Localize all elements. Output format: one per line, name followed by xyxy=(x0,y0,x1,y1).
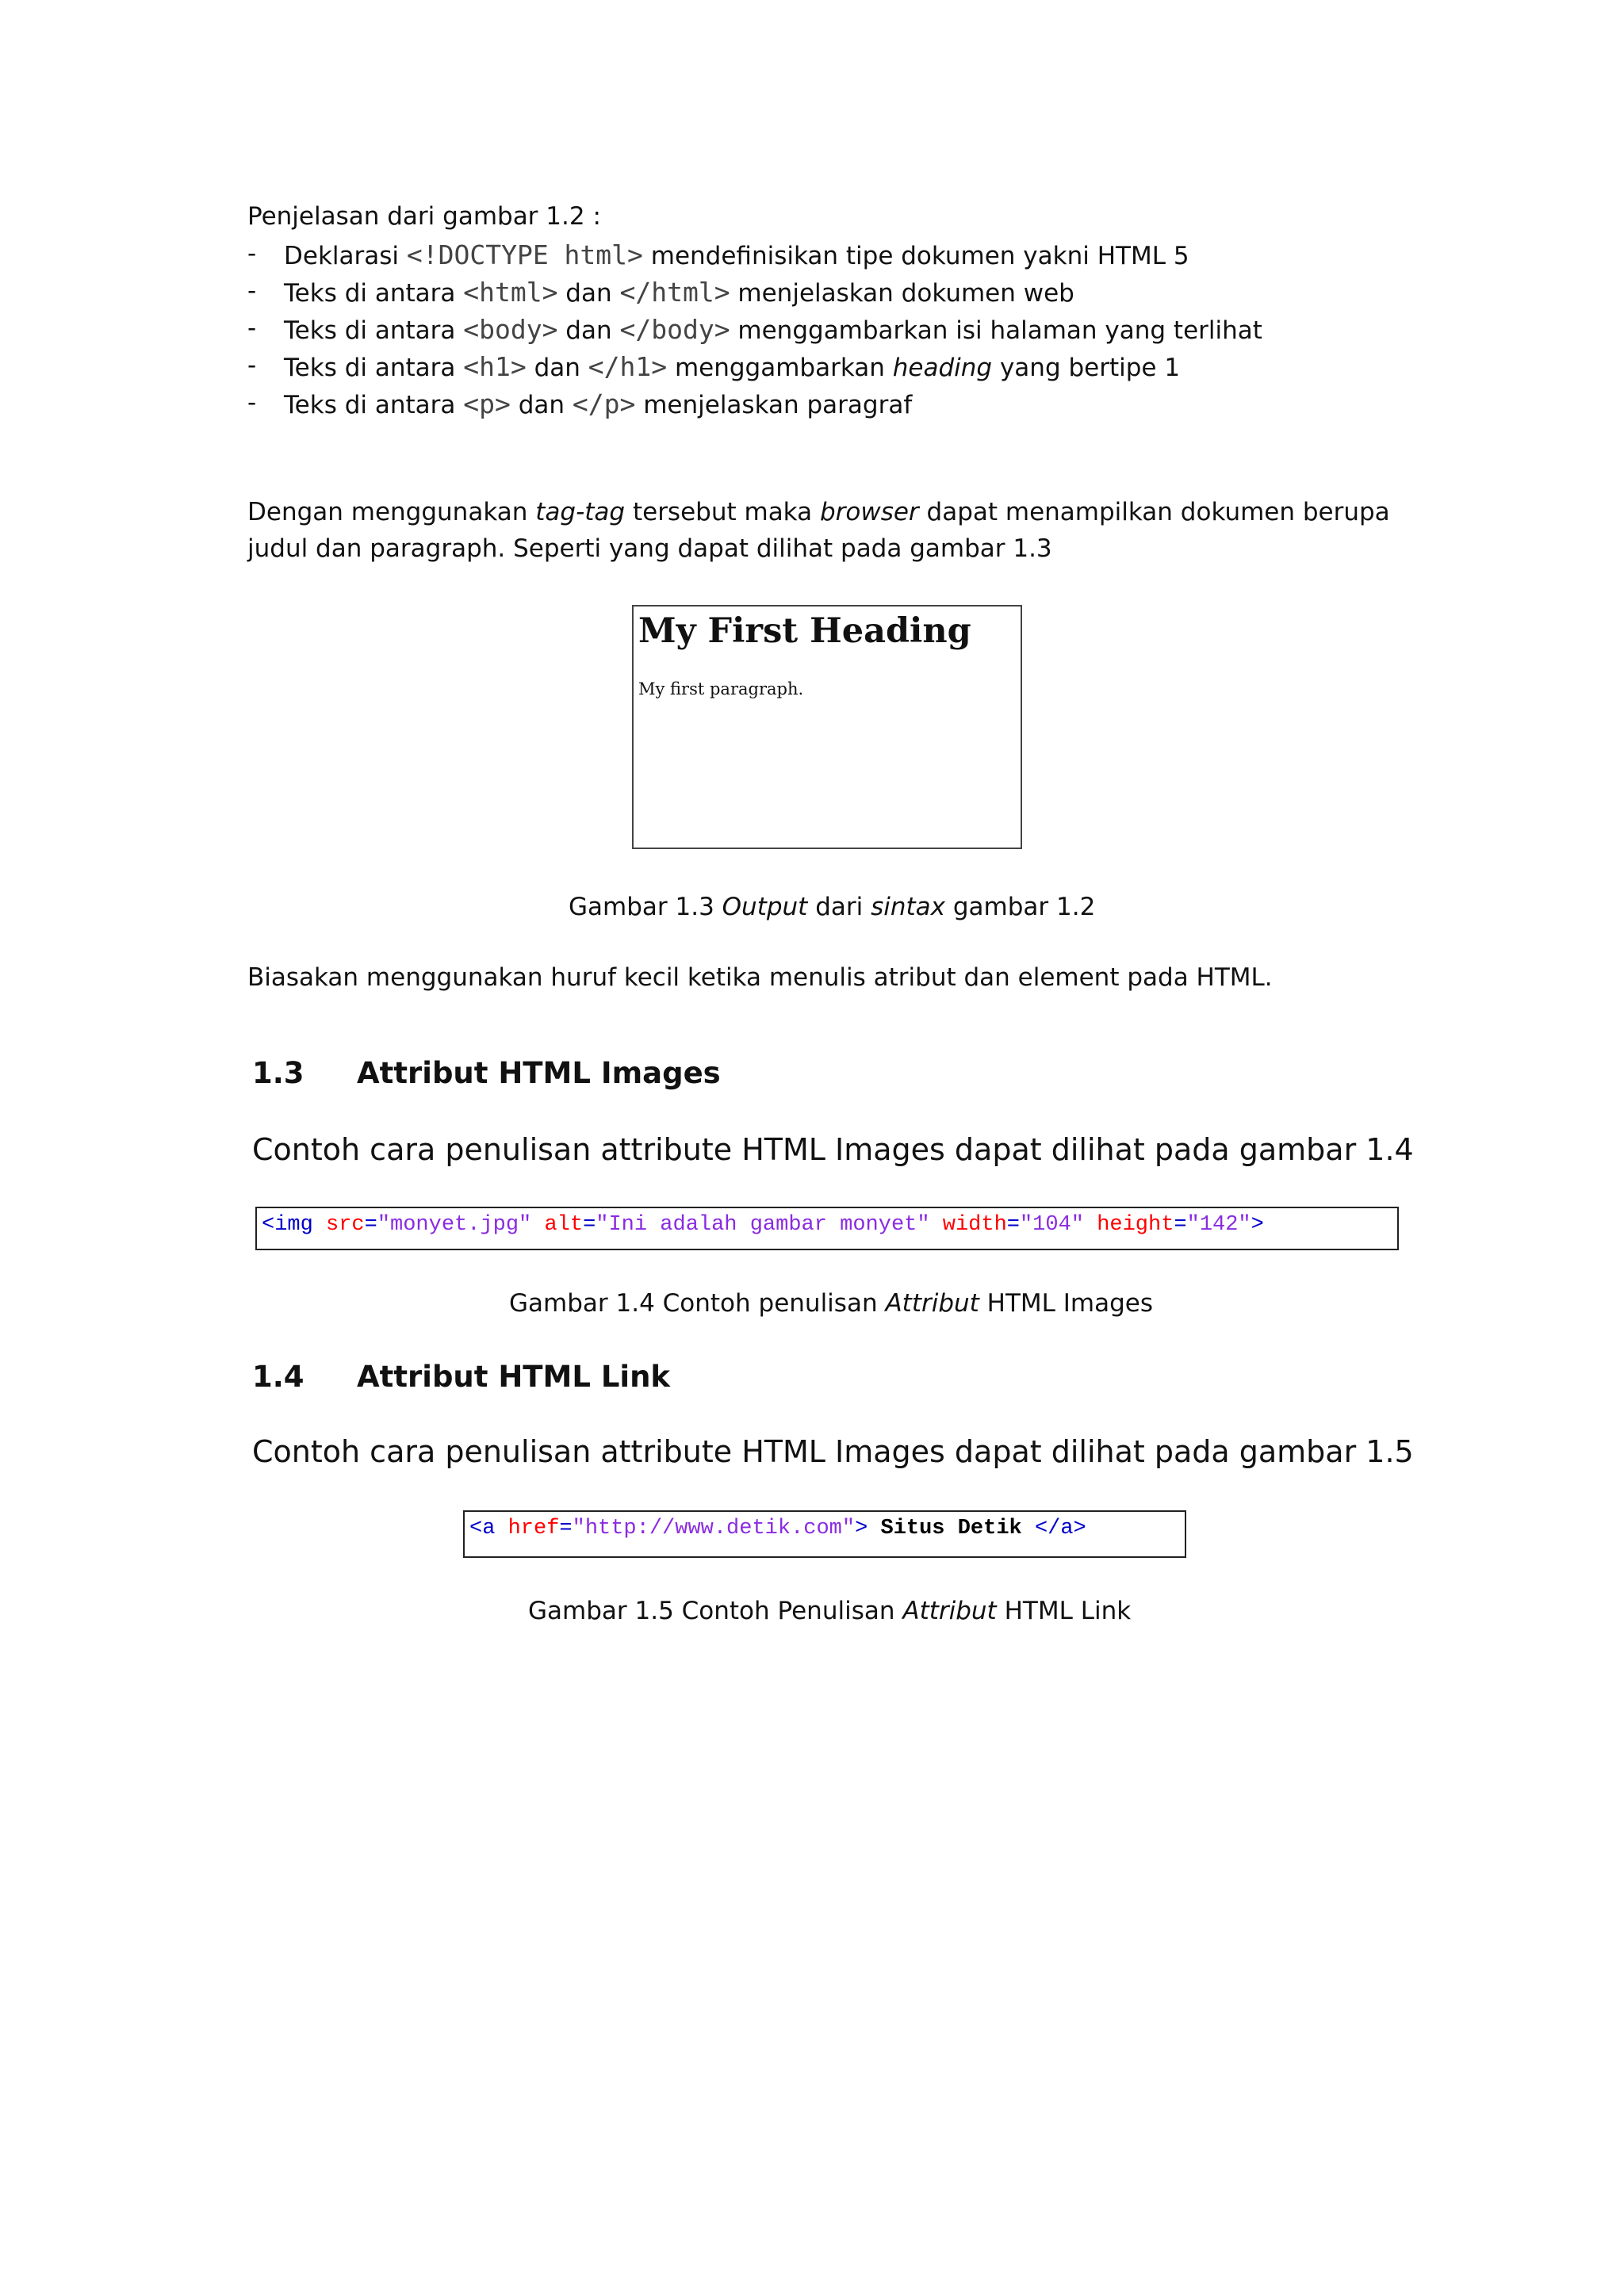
code-body-open: <body> xyxy=(463,314,558,345)
code-sample-img: <img src="monyet.jpg" alt="Ini adalah gambar monyet" width="104" height="142"> xyxy=(255,1207,1399,1250)
bullet-item-3: Teks di antara <body> dan </body> menggambarkan isi halaman yang terlihat xyxy=(284,314,1262,345)
figure-caption-1-4: Gambar 1.4 Contoh penulisan Attribut HTML Images xyxy=(509,1289,1154,1318)
output-heading: My First Heading xyxy=(638,611,971,651)
bullet-dash: - xyxy=(247,239,257,268)
body-paragraph-line-1: Dengan menggunakan tag-tag tersebut maka browser dapat menampilkan dokumen berupa xyxy=(247,498,1390,526)
code-html-close: </html> xyxy=(619,277,730,308)
lowercase-note: Biasakan menggunakan huruf kecil ketika menulis atribut dan element pada HTML. xyxy=(247,963,1273,992)
bullet-dash: - xyxy=(247,277,257,305)
code-h1-open: <h1> xyxy=(463,351,527,382)
bullet-dash: - xyxy=(247,388,257,417)
code-p-open: <p> xyxy=(463,388,511,419)
bullet-dash: - xyxy=(247,351,257,380)
figure-caption-1-3: Gambar 1.3 Output dari sintax gambar 1.2 xyxy=(569,893,1096,921)
bullet-dash: - xyxy=(247,314,257,342)
browser-output-figure xyxy=(632,605,1022,849)
intro-title: Penjelasan dari gambar 1.2 : xyxy=(247,202,601,231)
code-sample-link: <a href="http://www.detik.com"> Situs Detik </a> xyxy=(463,1510,1186,1558)
bullet-item-4: Teks di antara <h1> dan </h1> menggambarkan heading yang bertipe 1 xyxy=(284,351,1181,382)
code-p-close: </p> xyxy=(572,388,636,419)
bullet-item-1: Deklarasi <!DOCTYPE html> mendefinisikan tipe dokumen yakni HTML 5 xyxy=(284,239,1189,270)
code-body-close: </body> xyxy=(619,314,730,345)
section-lead-images: Contoh cara penulisan attribute HTML Images dapat dilihat pada gambar 1.4 xyxy=(252,1132,1414,1167)
code-html-open: <html> xyxy=(463,277,558,308)
section-number: 1.4 xyxy=(252,1360,304,1394)
body-paragraph-line-2: judul dan paragraph. Seperti yang dapat dilihat pada gambar 1.3 xyxy=(247,534,1052,563)
section-title-images: Attribut HTML Images xyxy=(357,1056,721,1090)
code-h1-close: </h1> xyxy=(588,351,668,382)
figure-caption-1-5: Gambar 1.5 Contoh Penulisan Attribut HTML Link xyxy=(528,1597,1132,1625)
code-doctype: <!DOCTYPE html> xyxy=(406,239,643,270)
bullet-item-5: Teks di antara <p> dan </p> menjelaskan paragraf xyxy=(284,388,913,419)
bullet-item-2: Teks di antara <html> dan </html> menjelaskan dokumen web xyxy=(284,277,1074,308)
section-number: 1.3 xyxy=(252,1056,304,1090)
section-title-link: Attribut HTML Link xyxy=(357,1360,671,1394)
section-lead-link: Contoh cara penulisan attribute HTML Images dapat dilihat pada gambar 1.5 xyxy=(252,1434,1414,1469)
output-paragraph: My first paragraph. xyxy=(638,679,804,698)
